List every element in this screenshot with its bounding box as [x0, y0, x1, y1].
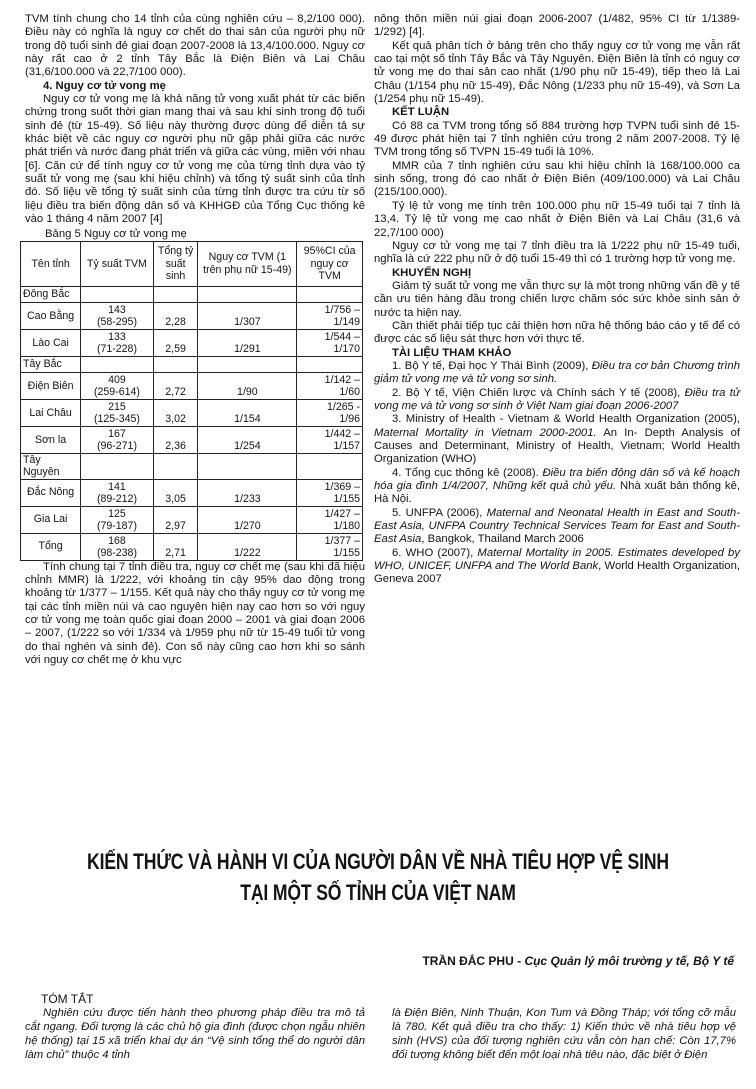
- mmr-cell: [81, 479, 154, 506]
- author-line: [422, 955, 734, 968]
- paragraph: Tỷ lệ tử vong mẹ tính trên 100.000 phụ nữ 15-49 tuổi tại 7 tỉnh là 13,4. Tỷ lệ tử vong mẹ cao nhất ở Điện Biên và Lai Châu (31,6 và 22,7/100 000): [374, 199, 740, 239]
- mmr-range: (96-271): [96, 440, 137, 453]
- mmr-range: (89-212): [96, 493, 137, 506]
- mmr-cell: [81, 329, 154, 356]
- mmr-cell: [81, 302, 154, 329]
- table-row: [21, 533, 363, 560]
- ci-cell: [297, 506, 363, 533]
- mmr-value: 409: [108, 374, 126, 387]
- title-line: KIẾN THỨC VÀ HÀNH VI CỦA NGƯỜI DÂN VỀ NHÀ TIÊU HỢP VỆ SINH: [87, 849, 669, 874]
- empty-cell: [153, 286, 198, 302]
- ci-lower: 1/544 –: [324, 331, 360, 344]
- table-row: [21, 372, 363, 399]
- reference-item: [374, 547, 740, 587]
- ci-lower: 1/427 –: [324, 507, 360, 520]
- ci-upper: 1/60: [339, 386, 360, 399]
- reference-item: [374, 387, 740, 414]
- reference-prefix: 2. Bộ Y tế, Viện Chiến lược và Chính sách Y tế (2008),: [392, 386, 685, 399]
- column-header: Tên tỉnh: [21, 241, 81, 286]
- ci-upper: 1/157: [333, 440, 360, 453]
- column-header: Tổng tỷ suất sinh: [153, 241, 198, 286]
- mmr-value: 133: [108, 331, 126, 344]
- recommendation-heading: KHUYẾN NGHỊ: [392, 266, 472, 279]
- mmr-cell: [81, 533, 154, 560]
- abstract-right: [392, 1006, 736, 1062]
- reference-prefix: 1. Bộ Y tế, Đại học Y Thái Bình (2009),: [392, 359, 592, 372]
- risk-cell: 1/291: [198, 329, 297, 356]
- ci-lower: 1/442 –: [324, 428, 360, 441]
- reference-prefix: 4. Tổng cục thống kê (2008).: [392, 466, 543, 479]
- empty-cell: [153, 356, 198, 372]
- tfr-cell: 3,02: [153, 399, 198, 426]
- province-name: Gia Lai: [21, 506, 81, 533]
- right-column: [374, 13, 740, 587]
- abstract-heading: TÓM TẮT: [41, 992, 94, 1006]
- province-name: Điện Biên: [21, 372, 81, 399]
- author-name: TRẦN ĐẮC PHU -: [422, 954, 525, 968]
- table-row: [21, 506, 363, 533]
- paragraph: Tính chung tại 7 tỉnh điều tra, nguy cơ chết mẹ (sau khi đã hiệu chỉnh MMR) là 1/222, với khoảng tin cậy 95% dao động trong khoảng từ 1/377 – 1/155. Kết quả này cho thấy nguy cơ tử vong mẹ tại các tỉnh miền núi và cao nguyên hiện nay cao hơn so với nguy cơ tử vong mẹ toàn quốc giai đoạn 2000 – 2001 và giai đoạn 2006 – 2007, (1/222 so với 1/334 và 1/959 phụ nữ từ 15-49 tuổi tử vong do thai nghén và sinh đẻ). Con số này cũng cao hơn khi so sánh với nguy cơ chết mẹ ở khu vực: [25, 560, 365, 667]
- reference-item: [374, 507, 740, 547]
- mmr-value: 141: [108, 480, 126, 493]
- column-header: Nguy cơ TVM (1 trên phụ nữ 15-49): [198, 241, 297, 286]
- tfr-cell: 2,97: [153, 506, 198, 533]
- mmr-cell: [81, 399, 154, 426]
- mmr-value: 125: [108, 507, 126, 520]
- title-line: TẠI MỘT SỐ TỈNH CỦA VIỆT NAM: [240, 880, 516, 905]
- province-name: Sơn la: [21, 426, 81, 453]
- province-name: Đông Bắc: [21, 286, 81, 302]
- reference-title: Điều tra biến động dân số và kế hoạch hóa gia đình 1/4/2007, Những kết quả chủ yếu.: [374, 466, 740, 493]
- risk-cell: 1/222: [198, 533, 297, 560]
- ci-lower: 1/369 –: [324, 480, 360, 493]
- mmr-cell: [81, 426, 154, 453]
- ci-cell: [297, 302, 363, 329]
- paragraph: nông thôn miền núi giai đoạn 2006-2007 (1/482, 95% CI từ 1/1389-1/292) [4].: [374, 13, 740, 39]
- mmr-range: (79-187): [96, 520, 137, 533]
- ci-upper: 1/155: [333, 547, 360, 560]
- reference-item: [374, 413, 740, 466]
- mmr-cell: [81, 506, 154, 533]
- reference-prefix: 3. Ministry of Health - Vietnam & World Health Organization (2005),: [392, 413, 740, 426]
- reference-prefix: 5. UNFPA (2006),: [392, 506, 487, 519]
- province-name: Đắc Nông: [21, 479, 81, 506]
- mmr-range: (259-614): [94, 386, 140, 399]
- tfr-cell: 2,28: [153, 302, 198, 329]
- paragraph: Giảm tỷ suất tử vong mẹ vẫn thực sự là một trong những vấn đề y tế cần ưu tiên hàng đầu trong chiến lược chăm sóc sức khỏe sinh sản ở nước ta hiện nay.: [374, 279, 740, 319]
- empty-cell: [81, 453, 154, 479]
- risk-cell: 1/90: [198, 372, 297, 399]
- paragraph: Cần thiết phải tiếp tục cải thiện hơn nữa hệ thống báo cáo y tế để có được các số liệu sát thực hơn với thực tế.: [374, 319, 740, 346]
- table-caption: Bảng 5 Nguy cơ tử vong mẹ: [45, 227, 187, 240]
- empty-cell: [198, 453, 297, 479]
- reference-list: [374, 360, 740, 587]
- tfr-cell: 2,72: [153, 372, 198, 399]
- empty-cell: [81, 356, 154, 372]
- tfr-cell: 2,59: [153, 329, 198, 356]
- region-row: [21, 286, 363, 302]
- province-name: Tổng: [21, 533, 81, 560]
- empty-cell: [297, 356, 363, 372]
- mmr-range: (98-238): [96, 547, 137, 560]
- mmr-value: 168: [108, 534, 126, 547]
- reference-title: Maternal Mortality in 2005. Estimates developed by WHO, UNICEF, UNFPA and The World Bank: [374, 546, 740, 573]
- ci-upper: 1/155: [333, 493, 360, 506]
- conclusion-heading: KẾT LUẬN: [392, 106, 450, 119]
- column-header: Tỷ suất TVM: [81, 241, 154, 286]
- reference-suffix: , Bangkok, Thailand March 2006: [421, 533, 584, 546]
- tfr-cell: 2,36: [153, 426, 198, 453]
- province-name: Tây Nguyên: [21, 453, 81, 479]
- paragraph: TVM tính chung cho 14 tỉnh của cùng nghiên cứu – 8,2/100 000). Điều này có nghĩa là nguy cơ chết do thai sản của người phụ nữ trong độ tuổi sinh đẻ giai đoạn 2007-2008 là 13,4/100.000. Nguy cơ này rất cao ở 2 tỉnh Tây Bắc là Điện Biên và Lai Châu (31,6/100.000 và 22,7/100 000).: [25, 13, 365, 79]
- reference-prefix: 6. WHO (2007),: [392, 546, 478, 559]
- table-row: [21, 399, 363, 426]
- mmr-range: (58-295): [96, 316, 137, 329]
- table-header-row: [21, 241, 363, 286]
- ci-cell: [297, 426, 363, 453]
- mmr-value: 215: [108, 401, 126, 414]
- ci-cell: [297, 399, 363, 426]
- risk-cell: 1/270: [198, 506, 297, 533]
- province-name: Lào Cai: [21, 329, 81, 356]
- empty-cell: [198, 286, 297, 302]
- reference-suffix: Nhà xuất bản thống kê, Hà Nội.: [374, 480, 740, 506]
- province-name: Cao Bằng: [21, 302, 81, 329]
- province-name: Lai Châu: [21, 399, 81, 426]
- tfr-cell: 2,71: [153, 533, 198, 560]
- ci-cell: [297, 329, 363, 356]
- reference-title: Điều tra cơ bản Chương trình giảm tử vong mẹ và tử vong sơ sinh.: [374, 359, 740, 386]
- ci-cell: [297, 372, 363, 399]
- abstract-text: Nghiên cứu được tiến hành theo phương pháp điều tra mô tả cắt ngang. Đối tượng là các chủ hộ gia đình (được chọn ngẫu nhiên hệ thống) tại 15 xã triển khai dự án “Vệ sinh tổng thể do người dân làm chủ” thuộc 4 tỉnh: [25, 1007, 365, 1061]
- mmr-cell: [81, 372, 154, 399]
- reference-title: Điều tra tử vong mẹ và tử vong sơ sinh ở Việt Nam giai đoạn 2006-2007: [374, 386, 740, 412]
- ci-upper: 1/149: [333, 316, 360, 329]
- ci-lower: 1/142 –: [324, 374, 360, 387]
- ci-lower: 1/265 -: [327, 401, 360, 414]
- reference-item: [374, 360, 740, 387]
- column-header: 95%CI của nguy cơ TVM: [297, 241, 363, 286]
- empty-cell: [198, 356, 297, 372]
- ci-lower: 1/377 –: [324, 534, 360, 547]
- risk-cell: 1/254: [198, 426, 297, 453]
- paragraph: Nguy cơ tử vong mẹ tại 7 tỉnh điều tra là 1/222 phụ nữ 15-49 tuổi, nghĩa là cứ 222 phụ nữ ở độ tuổi 15-49 thì có 1 trường hợp tử vong mẹ.: [374, 239, 740, 266]
- empty-cell: [153, 453, 198, 479]
- section-heading: 4. Nguy cơ tử vong mẹ: [43, 79, 166, 92]
- abstract-left: [25, 992, 365, 1062]
- reference-suffix: An In- Depth Analysis of Causes and Determinant, Ministry of Health, Vietnam; World Health Organization (WHO): [374, 426, 740, 466]
- risk-cell: 1/307: [198, 302, 297, 329]
- ci-upper: 1/170: [333, 343, 360, 356]
- mmr-range: (125-345): [94, 413, 140, 426]
- ci-upper: 1/180: [333, 520, 360, 533]
- empty-cell: [81, 286, 154, 302]
- left-column: [25, 13, 365, 667]
- empty-cell: [297, 286, 363, 302]
- maternal-risk-table: [20, 241, 363, 561]
- references-heading: TÀI LIỆU THAM KHẢO: [392, 346, 512, 359]
- table-row: [21, 426, 363, 453]
- reference-title: Maternal Mortality in Vietnam 2000-2001.: [374, 426, 597, 439]
- ci-cell: [297, 533, 363, 560]
- tfr-cell: 3,05: [153, 479, 198, 506]
- table-row: [21, 479, 363, 506]
- abstract-text: là Điện Biên, Ninh Thuận, Kon Tum và Đồng Tháp; với tổng cỡ mẫu là 780. Kết quả điều tra cho thấy: 1) Kiến thức về nhà tiêu hợp vệ sinh (HVS) của đối tượng nghiên cứu vẫn còn hạn chế: Còn 17,7% đối tượng không biết đến một loại nhà tiêu nào, đặc biệt ở Điện: [392, 1007, 736, 1061]
- risk-cell: 1/233: [198, 479, 297, 506]
- province-name: Tây Bắc: [21, 356, 81, 372]
- ci-cell: [297, 479, 363, 506]
- risk-cell: 1/154: [198, 399, 297, 426]
- ci-upper: 1/96: [339, 413, 360, 426]
- region-row: [21, 356, 363, 372]
- ci-lower: 1/756 –: [324, 304, 360, 317]
- reference-title: Maternal and Neonatal Health in East and South-East Asia, UNFPA Country Technical Services Team for East and South- East Asia: [374, 506, 740, 546]
- reference-suffix: , World Health Organization, Geneva 2007: [374, 560, 740, 586]
- reference-item: [374, 467, 740, 507]
- paragraph: Kết quả phân tích ở bảng trên cho thấy nguy cơ tử vong mẹ vẫn rất cao tại một số tỉnh Tây Bắc và Tây Nguyên. Điện Biên là tỉnh có nguy cơ tử vong mẹ do thai sản cao nhất (1/90 phụ nữ 15-49), tiếp theo là Lai Châu (1/154 phụ nữ 15-49), Đắc Nông (1/233 phụ nữ 15-49), và Sơn La (1/254 phụ nữ 15-49).: [374, 39, 740, 106]
- article-title: [76, 846, 681, 908]
- paragraph: Có 88 ca TVM trong tổng số 884 trường hợp TVPN tuổi sinh đẻ 15-49 được phát hiện tại 7 tỉnh nghiên cứu trong 2 năm 2007-2008. Tỷ lệ TVM trong tổng số TVPN 15-49 tuổi là 10%.: [374, 119, 740, 159]
- table-row: [21, 329, 363, 356]
- region-row: [21, 453, 363, 479]
- author-affiliation: Cục Quản lý môi trường y tế, Bộ Y tế: [524, 954, 734, 968]
- paragraph: Nguy cơ tử vong mẹ là khả năng tử vong xuất phát từ các biến chứng trong suốt thời gian mang thai và sau khi sinh trong độ tuổi sinh đẻ (từ 15-49). Số liệu này thường được dùng để diễn tả sự khác biệt về các nguy cơ người phụ nữ gặp phải giữa các nước phát triển và nước đang phát triển và giữa các vùng, miền với nhau [6]. Căn cứ để tính nguy cơ tử vong mẹ của từng tỉnh dựa vào tỷ suất tử vong mẹ (sau khi hiệu chỉnh) và tổng tỷ suất sinh của tỉnh đó. Số liệu về tổng tỷ suất sinh của từng tỉnh được tra cứu từ số liệu điều tra biến động dân số và KHHGĐ của Tổng Cục thống kê vào 1 tháng 4 năm 2007 [4]: [25, 93, 365, 226]
- mmr-range: (71-228): [96, 343, 137, 356]
- mmr-value: 167: [108, 428, 126, 441]
- mmr-value: 143: [108, 304, 126, 317]
- table-row: [21, 302, 363, 329]
- paragraph: MMR của 7 tỉnh nghiên cứu sau khi hiệu chỉnh là 168/100.000 ca sinh sống, trong đó cao nhất ở Điện Biên (409/100.000) và Lai Châu (215/100.000).: [374, 159, 740, 199]
- empty-cell: [297, 453, 363, 479]
